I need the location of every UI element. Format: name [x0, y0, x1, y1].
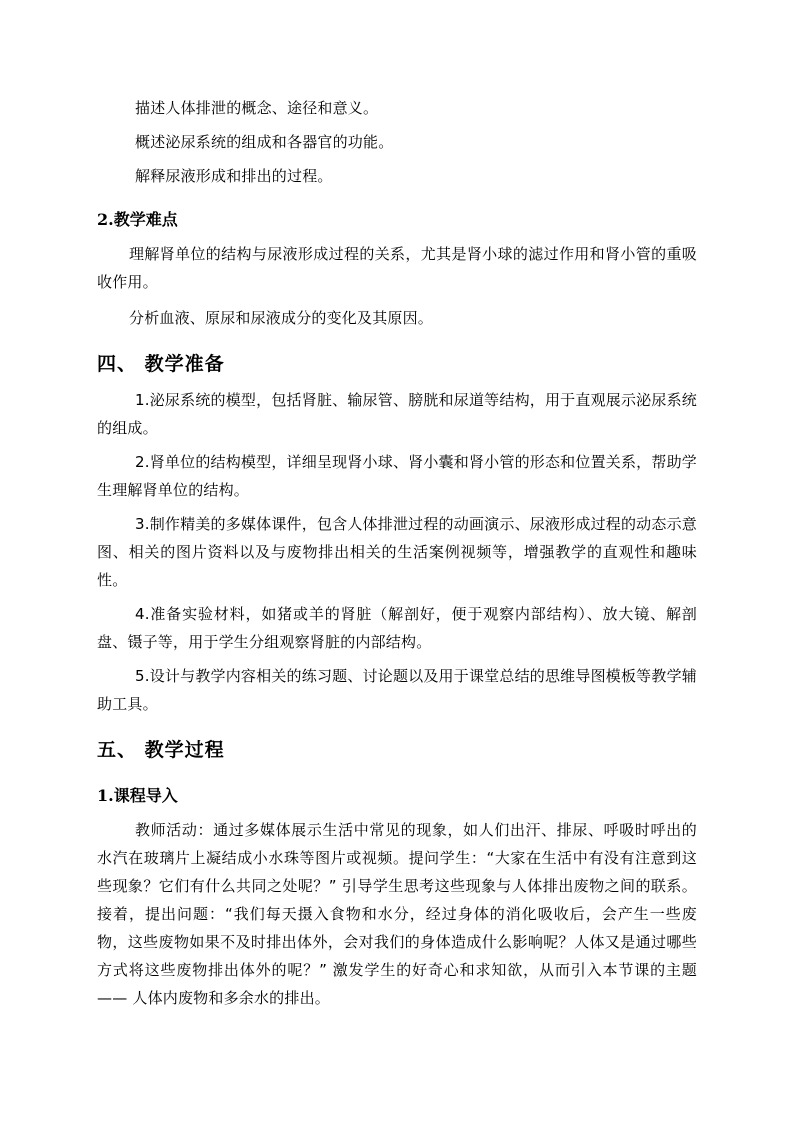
objective-1: 描述人体排泄的概念、途径和意义。 [135, 99, 379, 117]
course-intro-paragraph: 教师活动：通过多媒体展示生活中常见的现象，如人们出汗、排尿、呼吸时呼出的水汽在玻璃片上凝结成小水珠等图片或视频。提问学生：“大家在生活中有没有注意到这些现象？它们有什么共同之处呢？” 引导学生思考这些现象与人体排出废物之间的联系。接着，提出问题：“我们每天摄入食物和水分，经过身体的消化吸收后，会产生一些废物，这些废物如果不及时排出体外，会对我们的身体造成什么影响呢？人体又是通过哪些方式将这些废物排出体外的呢？” 激发学生的好奇心和求知欲，从而引入本节课的主题 —— 人体内废物和多余水的排出。 [97, 821, 697, 1007]
section-5-heading: 五、 教学过程 [97, 739, 225, 761]
prep-item-3: 3.制作精美的多媒体课件，包含人体排泄过程的动画演示、尿液形成过程的动态示意图、相关的图片资料以及与废物排出相关的生活案例视频等，增强教学的直观性和趣味性。 [97, 515, 697, 589]
section-4-heading: 四、 教学准备 [97, 353, 225, 375]
difficulty-paragraph-1: 理解肾单位的结构与尿液形成过程的关系，尤其是肾小球的滤过作用和肾小管的重吸收作用。 [97, 245, 697, 291]
course-intro-heading: 1.课程导入 [97, 786, 178, 805]
difficulty-paragraph-2: 分析血液、原尿和尿液成分的变化及其原因。 [129, 309, 434, 327]
difficulty-heading: 2.教学难点 [97, 210, 178, 229]
prep-item-5: 5.设计与教学内容相关的练习题、讨论题以及用于课堂总结的思维导图模板等教学辅助工具。 [97, 667, 697, 713]
objective-2: 概述泌尿系统的组成和各器官的功能。 [135, 133, 394, 151]
page-content [97, 94, 697, 1012]
prep-item-4: 4.准备实验材料，如猪或羊的肾脏（解剖好，便于观察内部结构）、放大镜、解剖盘、镊子等，用于学生分组观察肾脏的内部结构。 [97, 605, 697, 651]
objective-3: 解释尿液形成和排出的过程。 [135, 167, 333, 185]
prep-item-1: 1.泌尿系统的模型，包括肾脏、输尿管、膀胱和尿道等结构，用于直观展示泌尿系统的组成。 [97, 391, 697, 437]
prep-item-2: 2.肾单位的结构模型，详细呈现肾小球、肾小囊和肾小管的形态和位置关系，帮助学生理解肾单位的结构。 [97, 453, 697, 499]
